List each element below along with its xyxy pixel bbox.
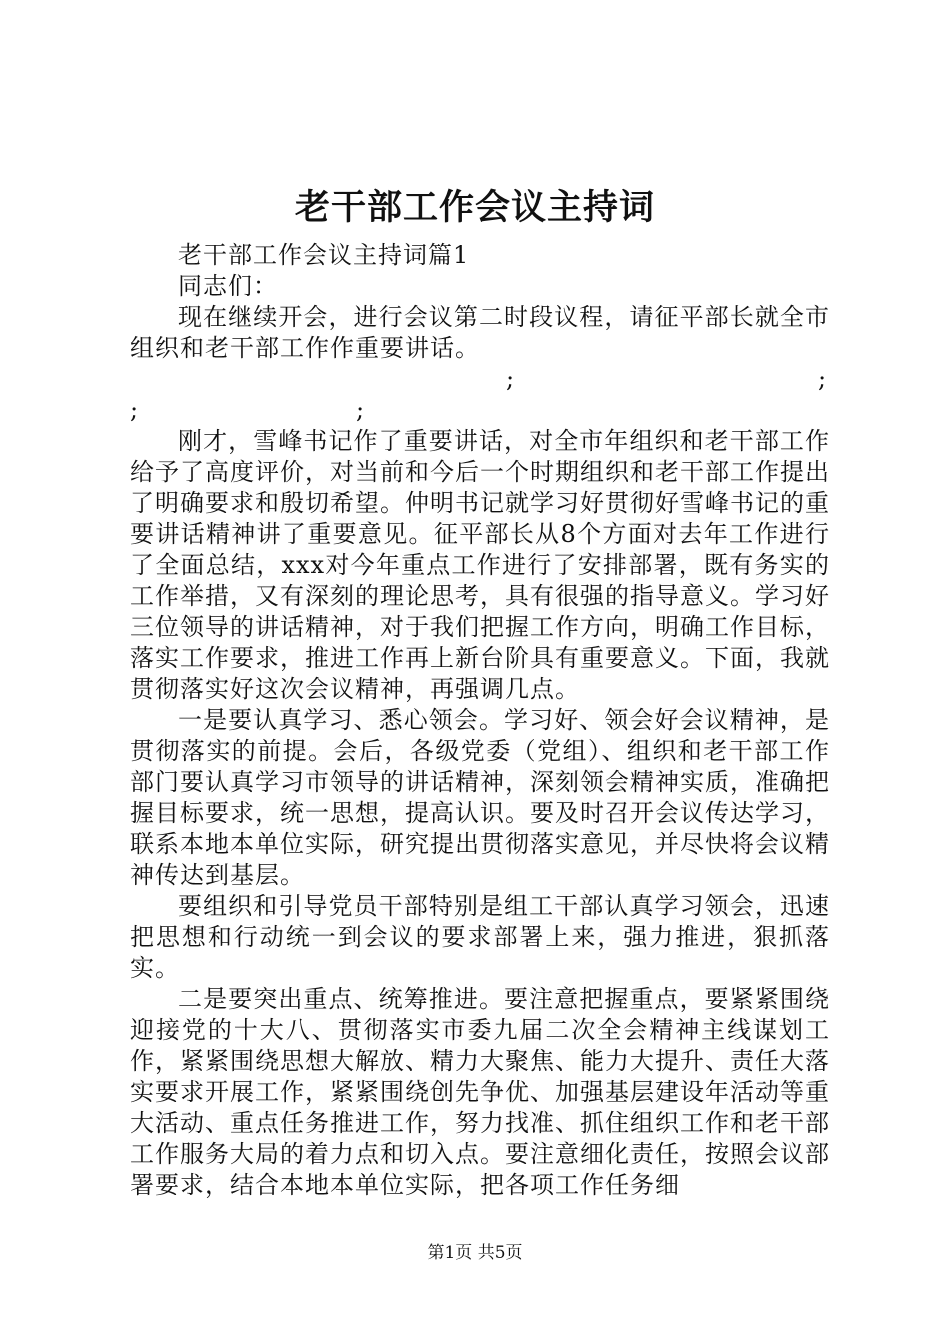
paragraph-guidance: 要组织和引导党员干部特别是组工干部认真学习领会，迅速把思想和行动统一到会议的要求部署上来，强力推进，狠抓落实。 <box>130 892 830 982</box>
document-title: 老干部工作会议主持词 <box>294 187 655 228</box>
semicolon-mark: ; <box>130 396 140 424</box>
paragraph-intro: 现在继续开会，进行会议第二时段议程，请征平部长就全市组织和老干部工作作重要讲话。 <box>130 303 830 362</box>
semicolon-mark: ; <box>356 396 366 424</box>
document-body <box>130 240 830 1201</box>
page-footer: 第1页 共5页 <box>427 1243 523 1263</box>
paragraph-point-one: 一是要认真学习、悉心领会。学习好、领会好会议精神，是贯彻落实的前提。会后，各级党委（党组）、组织和老干部工作部门要认真学习市领导的讲话精神，深刻领会精神实质，准确把握目标要求，统一思想，提高认识。要及时召开会议传达学习，联系本地本单位实际，研究提出贯彻落实意见，并尽快将会议精神传达到基层。 <box>130 706 830 889</box>
semicolon-mark: ; <box>506 365 516 393</box>
section-subtitle: 老干部工作会议主持词篇1 <box>178 241 470 269</box>
semicolon-row <box>130 364 830 426</box>
salutation: 同志们： <box>178 272 278 300</box>
semicolon-mark: ; <box>818 365 828 393</box>
paragraph-point-two: 二是要突出重点、统筹推进。要注意把握重点，要紧紧围绕迎接党的十大八、贯彻落实市委九届二次全会精神主线谋划工作，紧紧围绕思想大解放、精力大聚焦、能力大提升、责任大落实要求开展工作，紧紧围绕创先争优、加强基层建设年活动等重大活动、重点任务推进工作，努力找准、抓住组织工作和老干部工作服务大局的着力点和切入点。要注意细化责任，按照会议部署要求，结合本地本单位实际，把各项工作任务细 <box>130 985 830 1199</box>
paragraph-summary: 刚才，雪峰书记作了重要讲话，对全市年组织和老干部工作给予了高度评价，对当前和今后一个时期组织和老干部工作提出了明确要求和殷切希望。仲明书记就学习好贯彻好雪峰书记的重要讲话精神讲了重要意见。征平部长从8个方面对去年工作进行了全面总结，xxx对今年重点工作进行了安排部署，既有务实的工作举措，又有深刻的理论思考，具有很强的指导意义。学习好三位领导的讲话精神，对于我们把握工作方向，明确工作目标，落实工作要求，推进工作再上新台阶具有重要意义。下面，我就贯彻落实好这次会议精神，再强调几点。 <box>130 427 830 703</box>
